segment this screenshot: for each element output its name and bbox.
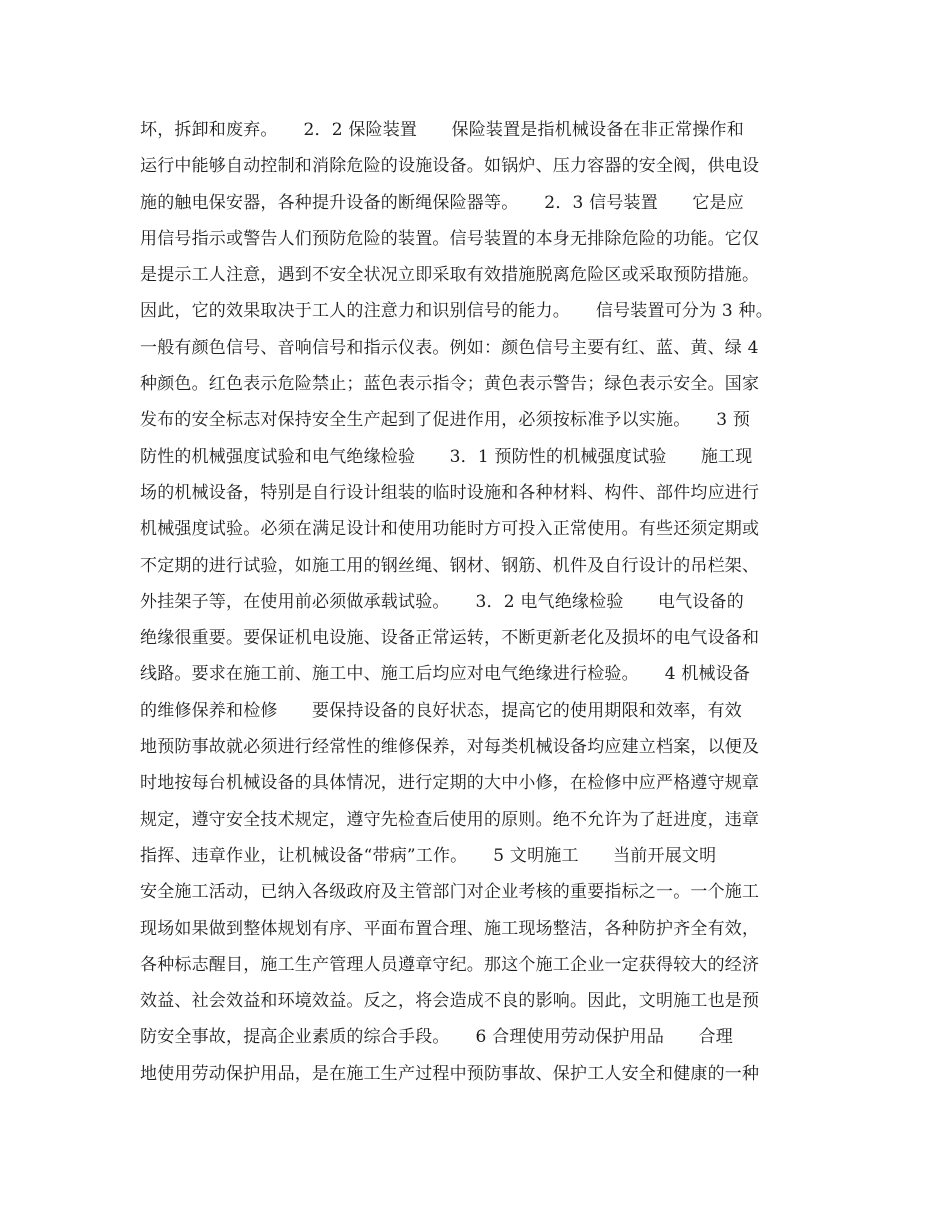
text-line: 机械强度试验。必须在满足设计和使用功能时方可投入正常使用。有些还须定期或 xyxy=(140,519,760,540)
body-text xyxy=(140,117,840,1097)
text-line: 施的触电保安器，各种提升设备的断绳保险器等。 2．3 信号装置 它是应 xyxy=(140,192,744,213)
text-line: 时地按每台机械设备的具体情况，进行定期的大中小修，在检修中应严格遵守规章 xyxy=(140,773,760,794)
text-line: 防安全事故，提高企业素质的综合手段。 6 合理使用劳动保护用品 合理 xyxy=(140,1027,733,1048)
text-line: 一般有颜色信号、音响信号和指示仪表。例如：颜色信号主要有红、蓝、黄、绿 4 xyxy=(140,337,759,358)
text-line: 坏，拆卸和废弃。 2．2 保险装置 保险装置是指机械设备在非正常操作和 xyxy=(140,120,744,140)
text-line: 用信号指示或警告人们预防危险的装置。信号装置的本身无排除危险的功能。它仅 xyxy=(140,228,760,249)
text-line: 运行中能够自动控制和消除危险的设施设备。如锅炉、压力容器的安全阀，供电设 xyxy=(140,156,760,177)
text-line: 绝缘很重要。要保证机电设施、设备正常运转，不断更新老化及损坏的电气设备和 xyxy=(140,628,760,649)
text-line: 地预防事故就必须进行经常性的维修保养，对每类机械设备均应建立档案，以便及 xyxy=(140,737,760,758)
text-line: 地使用劳动保护用品，是在施工生产过程中预防事故、保护工人安全和健康的一种 xyxy=(140,1063,760,1084)
text-line: 线路。要求在施工前、施工中、施工后均应对电气绝缘进行检验。 4 机械设备 xyxy=(140,664,751,685)
text-line: 种颜色。红色表示危险禁止；蓝色表示指令；黄色表示警告；绿色表示安全。国家 xyxy=(140,374,760,395)
text-line: 发布的安全标志对保持安全生产起到了促进作用，必须按标准予以实施。 3 预 xyxy=(140,410,751,431)
text-line: 各种标志醒目，施工生产管理人员遵章守纪。那这个施工企业一定获得较大的经济 xyxy=(140,954,760,975)
text-line: 外挂架子等，在使用前必须做承载试验。 3．2 电气绝缘检验 电气设备的 xyxy=(140,591,744,612)
text-line: 指挥、违章作业，让机械设备“带病”工作。 5 文明施工 当前开展文明 xyxy=(140,845,717,866)
text-line: 不定期的进行试验，如施工用的钢丝绳、钢材、钢筋、机件及自行设计的吊栏架、 xyxy=(140,555,760,576)
text-line: 现场如果做到整体规划有序、平面布置合理、施工现场整洁，各种防护齐全有效， xyxy=(140,918,760,939)
text-line: 防性的机械强度试验和电气绝缘检验 3．1 预防性的机械强度试验 施工现 xyxy=(140,446,753,467)
text-line: 因此，它的效果取决于工人的注意力和识别信号的能力。 信号装置可分为 3 种。 xyxy=(140,301,773,322)
text-line: 场的机械设备，特别是自行设计组装的临时设施和各种材料、构件、部件均应进行 xyxy=(140,482,760,503)
text-line: 是提示工人注意，遇到不安全状况立即采取有效措施脱离危险区或采取预防措施。 xyxy=(140,265,760,286)
text-line: 的维修保养和检修 要保持设备的良好状态，提高它的使用期限和效率，有效 xyxy=(140,700,742,721)
text-line: 效益、社会效益和环境效益。反之，将会造成不良的影响。因此，文明施工也是预 xyxy=(140,991,760,1012)
text-line: 安全施工活动，已纳入各级政府及主管部门对企业考核的重要指标之一。一个施工 xyxy=(140,882,760,903)
text-line: 规定，遵守安全技术规定，遵守先检查后使用的原则。绝不允许为了赶进度，违章 xyxy=(140,809,760,830)
